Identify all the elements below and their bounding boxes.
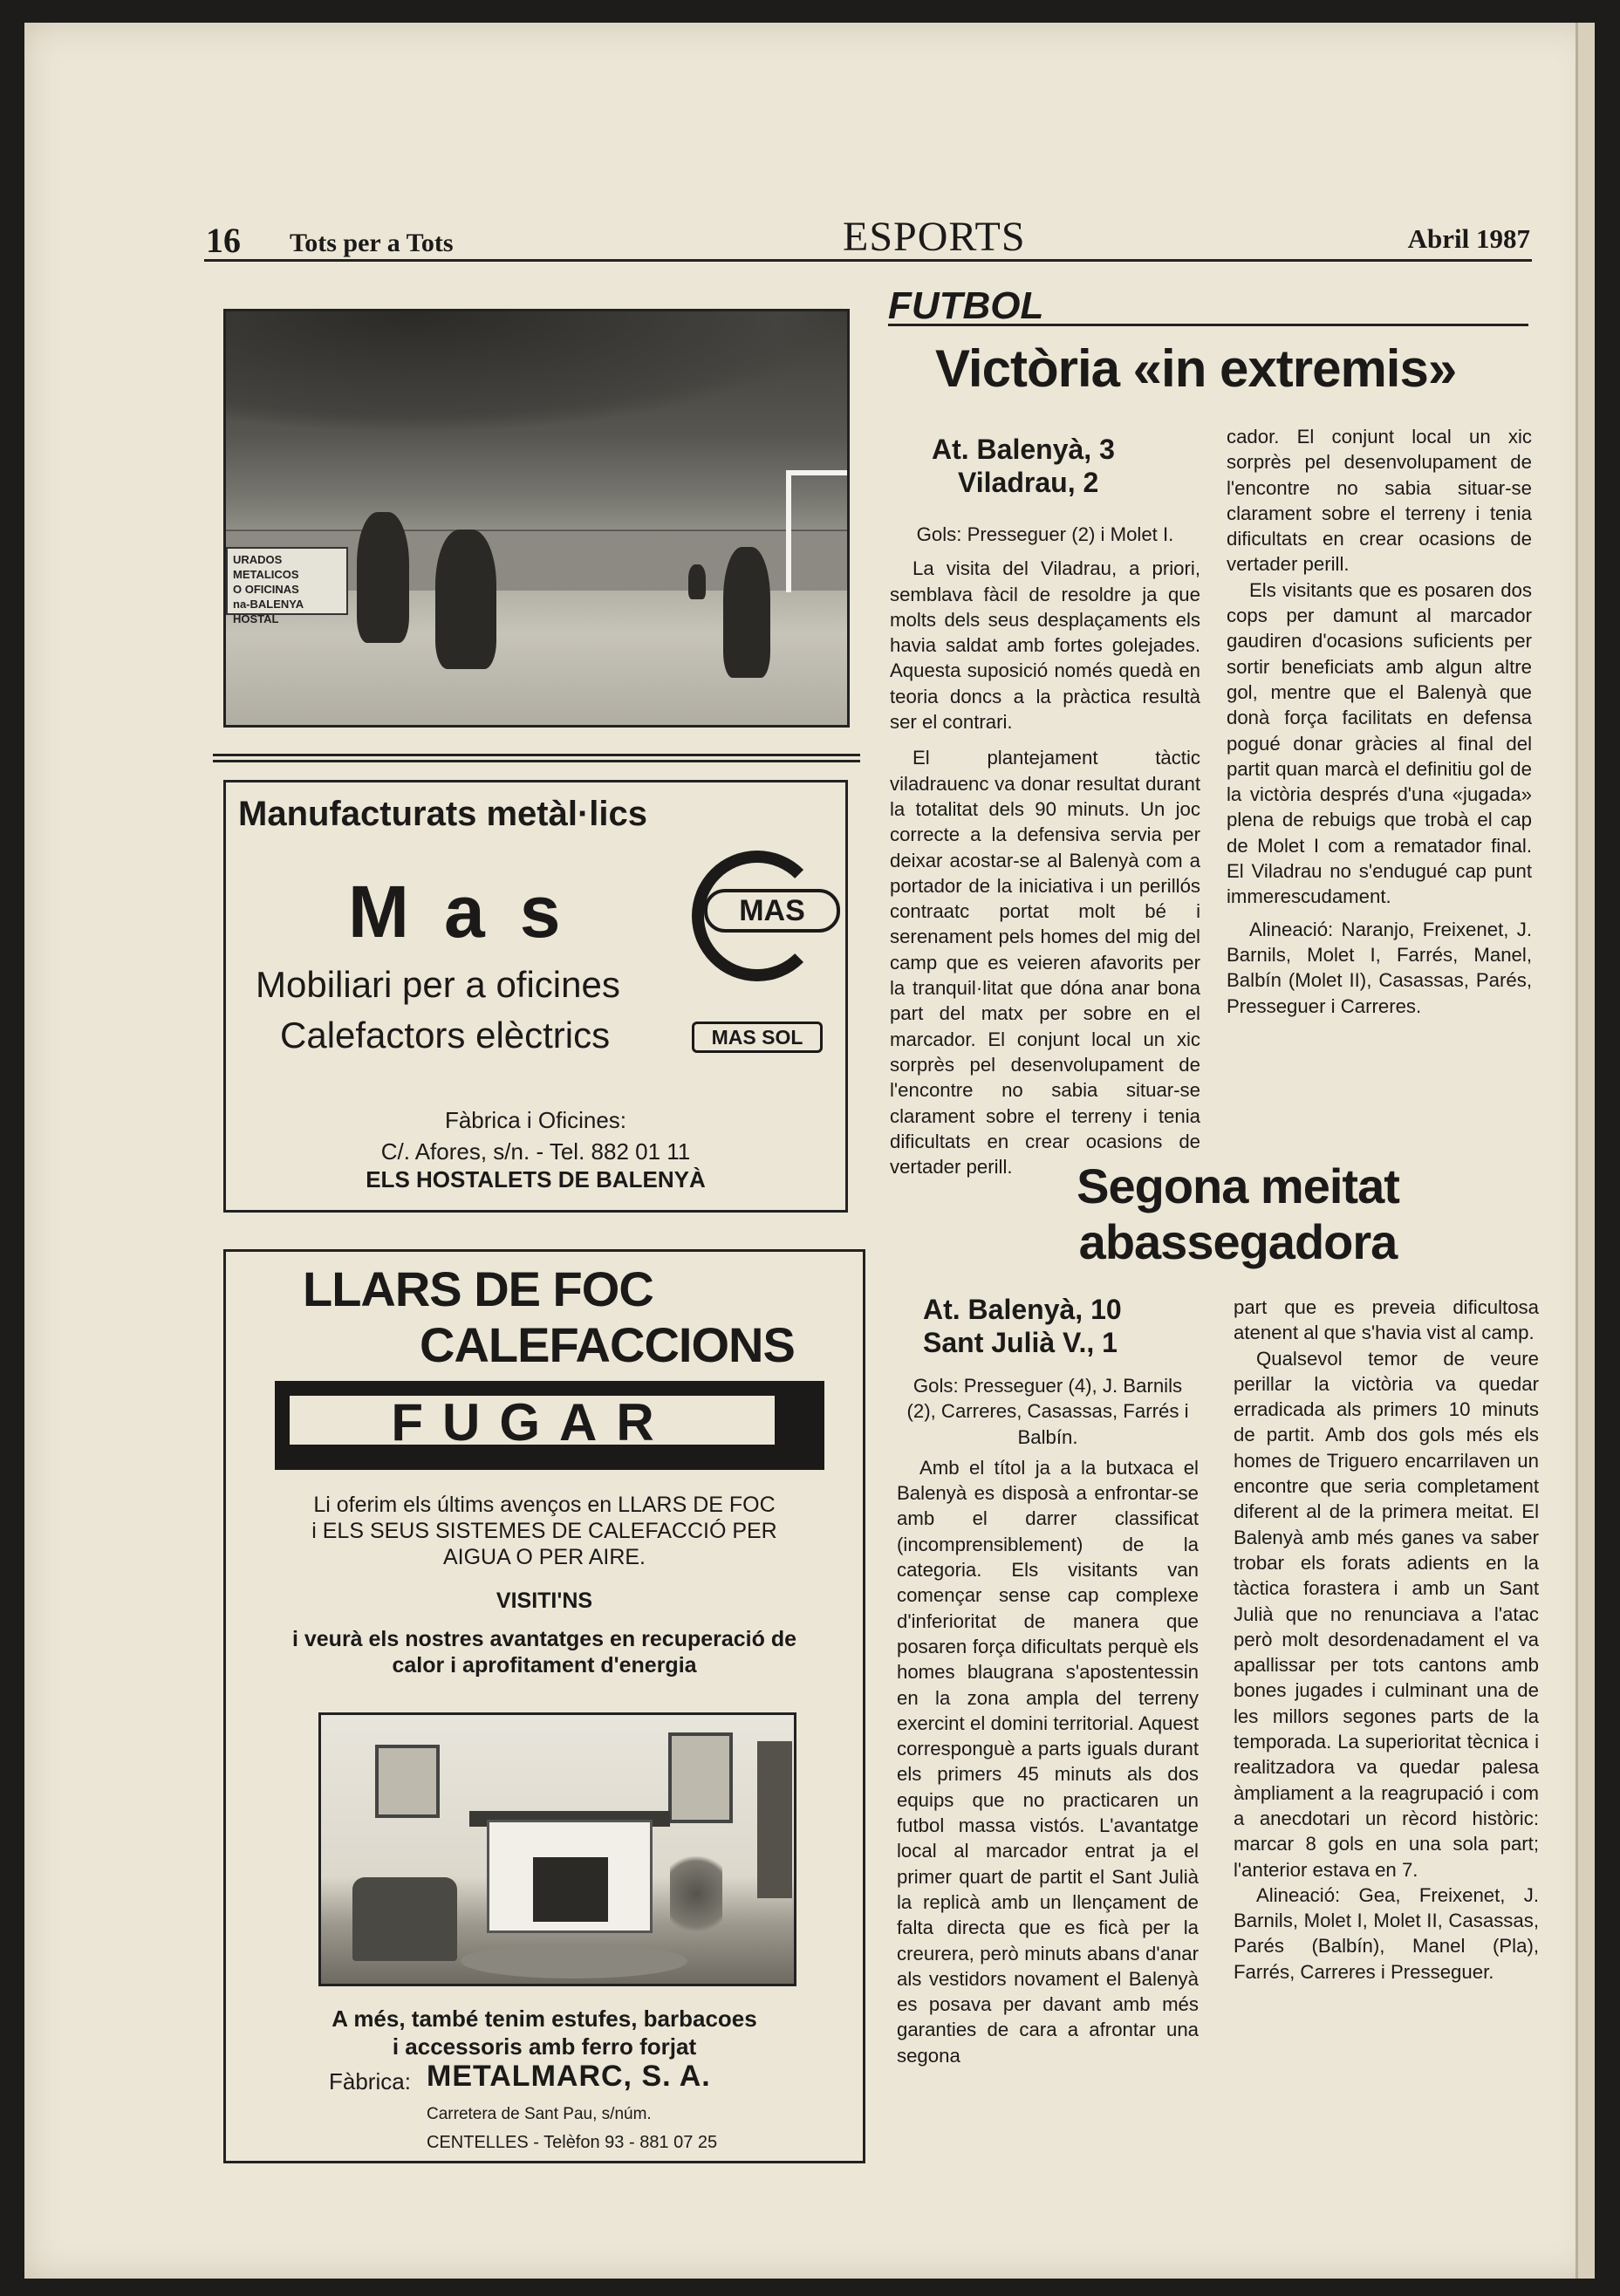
fireplace-photo [318,1712,796,1986]
fireplace-opening [533,1857,608,1922]
brand-name: Mas [348,871,596,953]
fugar-logo-label: FUGAR [287,1393,777,1447]
football-photo [223,309,850,728]
score-away: Sant Julià V., 1 [923,1327,1118,1358]
advert-line: VISITI'NS [496,1589,593,1613]
plant [670,1846,722,1942]
page-edge [1576,23,1595,2279]
fireplace [487,1820,653,1933]
advert-line: Li oferim els últims avenços en LLARS DE FOC [313,1493,776,1517]
advert-address: C/. Afores, s/n. - Tel. 882 01 11 [380,1138,691,1165]
advert-heading: LLARS DE FOC [303,1261,653,1316]
advert-mas [223,780,848,1213]
score-home: At. Balenyà, 10 [923,1294,1122,1325]
company-town: CENTELLES - Telèfon 93 - 881 07 25 [427,2133,718,2152]
article-paragraph: cador. El conjunt local un xic sorprès pel desenvolupament de l'encontre no sabia situar-se clarament sobre el terreny i tenia dificultats en crear ocasions de vertader perill. [1227,426,1532,576]
article-column [1227,424,1532,1019]
wall-picture [375,1745,440,1818]
photo-hills [226,311,847,434]
photo-advert-sign: URADOS METALICOS O OFICINAS na-BALENYA HOSTAL [226,547,348,615]
article-paragraph: part que es preveia dificultosa atenent al que s'havia vist al camp. [1234,1296,1539,1344]
wall-picture [668,1732,733,1823]
company-name: METALMARC, S. A. [427,2060,711,2093]
photo-goal [786,470,850,592]
advert-line: calor i aprofitament d'energia [392,1653,697,1678]
company-address: Carretera de Sant Pau, s/núm. [427,2105,652,2123]
advert-line: i accessoris amb ferro forjat [392,2033,697,2060]
advert-fugar [223,1249,865,2163]
article-lineup: Alineació: Naranjo, Freixenet, J. Barnils, Molet I, Farrés, Manel, Balbín (Molet II), Casassas, Parés, Presseguer i Carreres. [1227,918,1532,1017]
article-title: Segona meitat abassegadora [1077,1158,1399,1269]
match-score [923,1293,1220,1359]
mas-logo-label: MAS [704,889,840,933]
goal-scorers: Gols: Presseguer (2) i Molet I. [916,523,1174,545]
advert-line: i veurà els nostres avantatges en recuperació de [291,1627,797,1651]
advert-line: Mobiliari per a oficines [256,964,620,1005]
article-paragraph: El plantejament tàctic viladrauenc va donar resultat durant la totalitat dels 90 minuts. Un joc correcte a la defensiva servia per deixar acostar-se al Balenyà com a portador de la iniciativa i un perillós contraatc portat molt bé i serenament pels homes del mig del camp que es veieren afavorits per la tranquil·litat que dóna anar bona part del matx per sobre en el marcador. El conjunt local un xic sorprès pel desenvolupament de l'encontre no sabia situar-se clarament sobre el terreny i tenia dificultats en crear ocasions de vertader perill. [890,747,1200,1179]
article-column [1234,1295,1539,1985]
rug [461,1944,687,1978]
advert-title: Manufacturats metàl·lics [238,795,648,833]
advert-line: Calefactors elèctrics [280,1015,611,1056]
article-lineup: Alineació: Gea, Freixenet, J. Barnils, Molet I, Molet II, Casassas, Parés (Balbín), Manel (Pla), Farrés, Carreres i Presseguer. [1234,1883,1539,1983]
advert-factory-label: Fàbrica i Oficines: [444,1107,627,1133]
bookshelf [757,1741,792,1898]
newspaper-page [24,23,1595,2279]
advert-town: ELS HOSTALETS DE BALENYÀ [366,1166,706,1192]
advert-line: i ELS SEUS SISTEMES DE CALEFACCIÓ PER [311,1519,777,1543]
advert-line: A més, també tenim estufes, barbacoes [332,2006,757,2032]
article-paragraph: Els visitants que es posaren dos cops per damunt al marcador gaudiren d'ocasions suficients per sortir beneficiats amb algun altre gol, mentre que el Balenyà que donà força facilitats en defensa pogué donar gràcies al final del partit quan marcà el definitiu gol de la victòria després d'una «jugada» plena de rebuigs que trobà el cap de Molet I com a rematador final. El Viladrau no s'endugué cap punt immerescudament. [1227,578,1532,908]
issue-date: Abril 1987 [1407,223,1530,254]
double-rule [213,754,860,762]
armchair [352,1877,457,1961]
magazine-name: Tots per a Tots [290,229,454,257]
match-score [932,433,1193,499]
article-paragraph: Qualsevol temor de veure perillar la victòria va quedar erradicada als primers 10 minuts de partit. Amb dos gols més els homes de Triguero encarrilaven un encontre que seria completament diferent al de la primera meitat. El Balenyà amb més ganes va saber trobar els forats adients en la tàctica forastera i amb un Sant Julià que no renunciava a l'atac però molt desordenadament el va apallissar per tots cantons amb bones jugades i culminant una de les millors segones parts de la temporada. La superioritat tècnica i realitzadora va quedar palesa àmpliament a la reagrupació i com a anecdotari un rècord històric: marcar 8 gols en una sola part; l'anterior estava en 7. [1234,1347,1539,1881]
photo-player [688,564,706,599]
advert-line: AIGUA O PER AIRE. [442,1545,646,1569]
photo-player [357,512,409,643]
photo-player [723,547,770,678]
article-paragraph: Amb el títol ja a la butxaca el Balenyà es disposà a enfrontar-se amb el darrer classificat (incomprensiblement) de la categoria. Els visitants van començar sense cap complexe d'inferioritat de manera que posaren força dificultats perquè els homes blaugrana s'apostentessin en la zona ampla del terreny exercint el domini territorial. Aquest corresponguè a parts iguals durant els primers 45 minuts als dos equips que no practicaren un futbol massa vistós. L'avantatge local al marcador entrat ja el primer quart de partit el Sant Julià la replicà amb un llençament de falta directa que es ficà per la creurera, però minuts abans d'anar als vestidors novament el Balenyà es posava per davant amb més garanties de cara a afrontar una segona [897,1456,1199,2067]
factory-label: Fàbrica: [329,2068,411,2094]
article-column [897,1373,1199,2068]
massol-logo: MAS SOL [692,1022,823,1053]
article-column [890,522,1200,1179]
page-header [204,206,1532,262]
section-label: FUTBOL [888,286,1528,326]
fugar-logo [275,1381,824,1470]
score-away: Viladrau, 2 [958,467,1099,498]
photo-player [435,530,496,669]
article-title: Victòria «in extremis» [935,339,1457,398]
article-paragraph: La visita del Viladrau, a priori, semblava fàcil de resoldre ja que molts dels seus desplaçaments els havia saldat amb fortes golejades. Aquesta suposició només quedà en teoria doncs a la pràctica resultà ser el contrari. [890,557,1200,734]
section-name: ESPORTS [843,214,1026,260]
score-home: At. Balenyà, 3 [932,434,1115,465]
page-number: 16 [206,221,241,260]
advert-heading: CALEFACCIONS [420,1317,795,1372]
goal-scorers: Gols: Presseguer (4), J. Barnils (2), Carreres, Casassas, Farrés i Balbín. [906,1375,1189,1448]
